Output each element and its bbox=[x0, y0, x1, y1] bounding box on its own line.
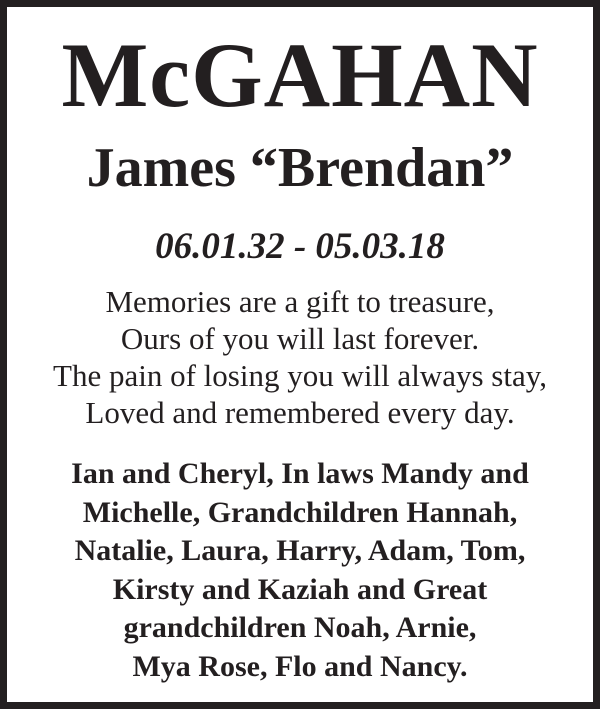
family-names bbox=[7, 455, 593, 686]
verse-line: Memories are a gift to treasure, bbox=[105, 284, 495, 319]
family-line: Mya Rose, Flo and Nancy. bbox=[132, 649, 468, 683]
family-line: Natalie, Laura, Harry, Adam, Tom, bbox=[74, 534, 526, 567]
verse-line: The pain of losing you will always stay, bbox=[53, 358, 547, 393]
family-line: grandchildren Noah, Arnie, bbox=[123, 611, 477, 644]
memorial-verse bbox=[7, 283, 593, 431]
verse-line: Ours of you will last forever. bbox=[120, 321, 480, 356]
surname-heading: McGAHAN bbox=[61, 24, 539, 126]
given-name-heading: James “Brendan” bbox=[86, 137, 514, 199]
family-line: Kirsty and Kaziah and Great bbox=[112, 572, 488, 606]
family-line: Michelle, Grandchildren Hannah, bbox=[82, 495, 518, 529]
verse-line: Loved and remembered every day. bbox=[85, 395, 515, 430]
life-dates: 06.01.32 - 05.03.18 bbox=[155, 226, 445, 267]
family-line: Ian and Cheryl, In laws Mandy and bbox=[71, 457, 529, 490]
